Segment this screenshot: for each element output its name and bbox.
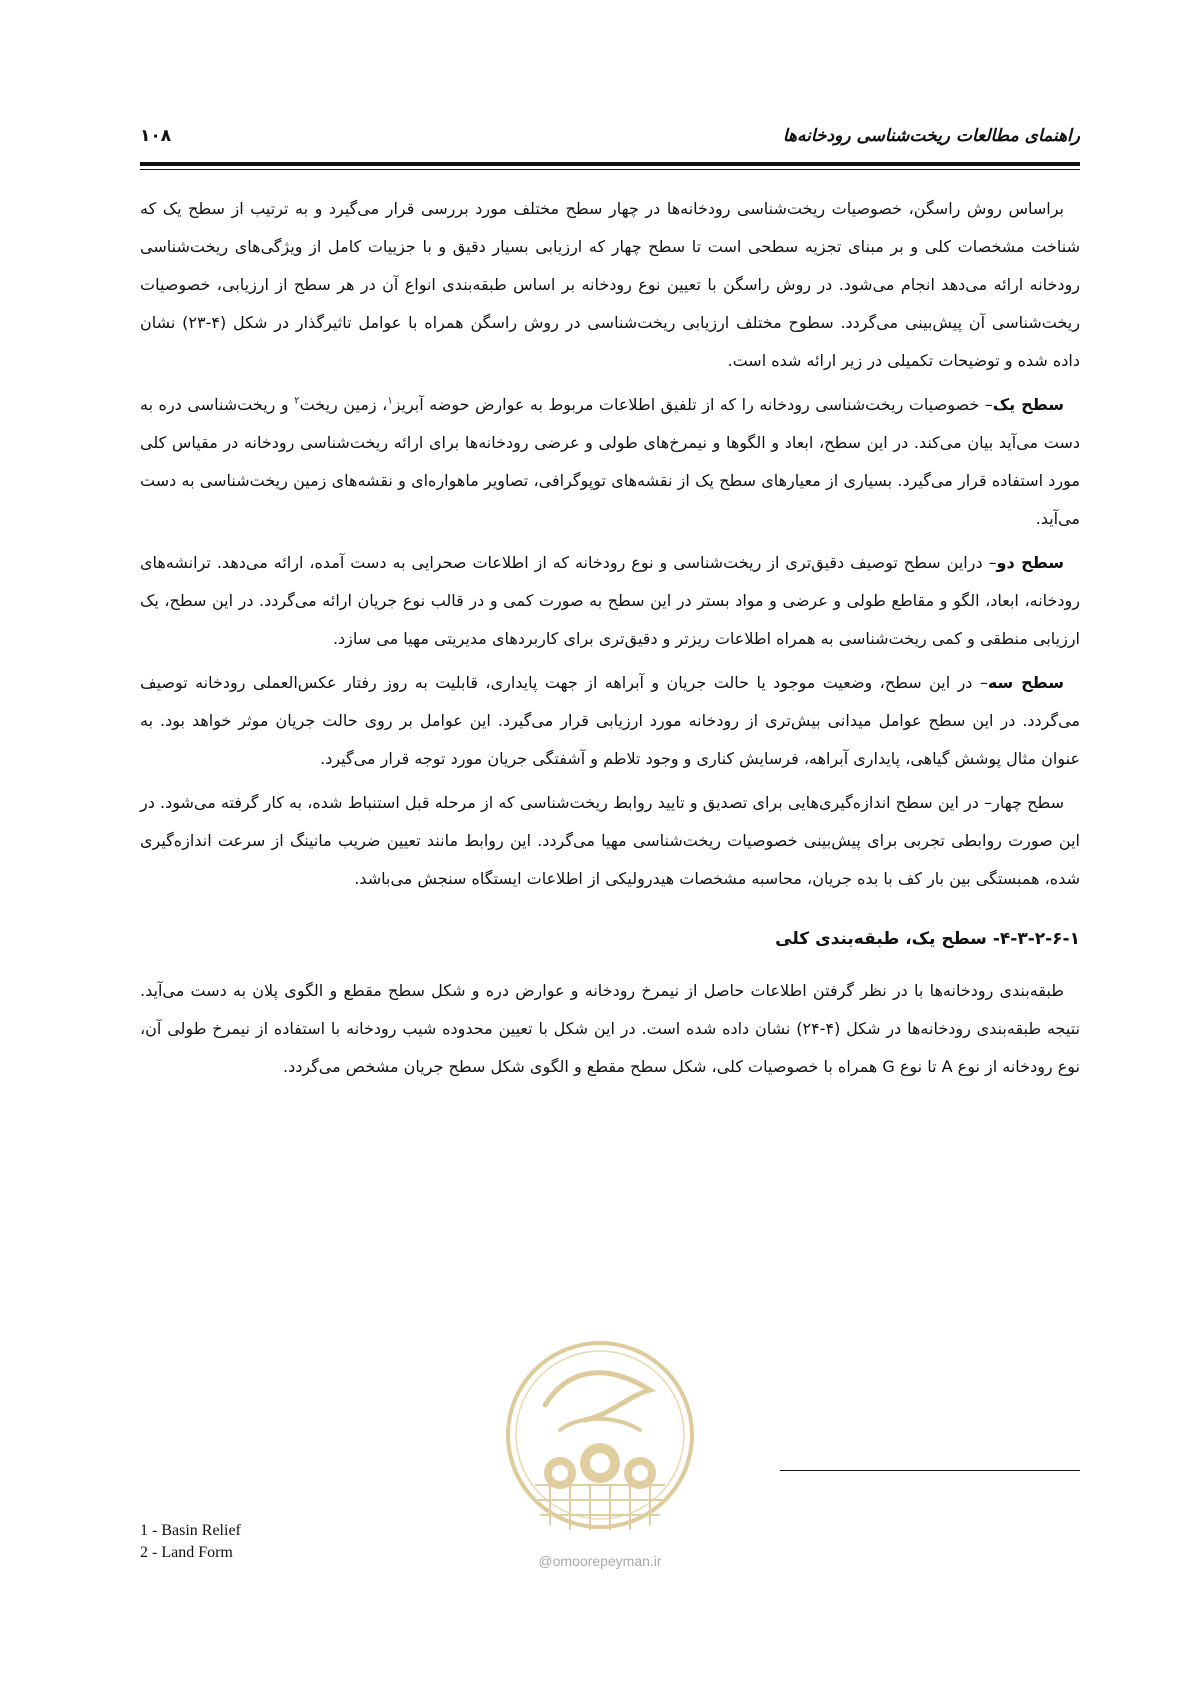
level-one-text-a: – خصوصیات ریخت‌شناسی رودخانه را که از تلفیق اطلاعات مربوط به عوارض حوضه آبریز [392,395,993,414]
paragraph-level-two [140,544,1080,658]
header-rule [140,162,1080,166]
footnotes [140,1520,241,1564]
level-one-text-b: ، زمین ریخت [299,395,388,414]
header-rule-thin [140,169,1080,170]
running-title: راهنمای مطالعات ریخت‌شناسی رودخانه‌ها [782,126,1080,146]
watermark-url: @omoorepeyman.ir [538,1553,662,1569]
level-three-text: – در این سطح، وضعیت موجود یا حالت جریان و آبراهه از جهت پایداری، قابلیت به روز رفتار عکس‌العملی رودخانه توصیف می‌گردد. در این سطح عوامل میدانی بیش‌تری از رودخانه مورد ارزیابی قرار می‌گیرد. این عوامل بر روی حالت جریان موثر خواهد بود. به عنوان مثال پوشش گیاهی، پایداری آبراهه، فرسایش کناری و وجود تلاطم و آشفتگی جریان مورد توجه قرار می‌گیرد. [140,673,1080,768]
paragraph-intro: براساس روش راسگن، خصوصیات ریخت‌شناسی رودخانه‌ها در چهار سطح مختلف مورد بررسی قرار می‌گیرد و به ترتیب از سطح یک که شناخت مشخصات کلی و بر مبنای تجزیه سطحی است تا سطح چهار که ارزیابی بسیار دقیق و با جزییات کامل از ویژگی‌های ریخت‌شناسی رودخانه ارائه می‌دهد انجام می‌شود. در روش راسگن با تعیین نوع رودخانه بر اساس طبقه‌بندی انواع آن در هر سطح از ارزیابی، خصوصیات ریخت‌شناسی آن پیش‌بینی می‌گردد. سطوح مختلف ارزیابی ریخت‌شناسی در روش راسگن همراه با عوامل تاثیرگذار در شکل (۴-۲۳) نشان داده شده و توضیحات تکمیلی در زیر ارائه شده است. [140,199,1080,370]
level-two-text: – دراین سطح توصیف دقیق‌تری از ریخت‌شناسی و نوع رودخانه که از اطلاعات صحرایی به دست آمده، ارائه می‌دهد. ترانشه‌های رودخانه، ابعاد، الگو و مقاطع طولی و عرضی و مواد بستر در این سطح به صورت کمی و در قالب نوع جریان ارائه می‌گردد. در این سطح، یک ارزیابی منطقی و کمی ریخت‌شناسی به همراه اطلاعات ریزتر و دقیق‌تری برای کاربردهای مدیریتی مهیا می سازد. [140,553,1080,648]
level-three-label: سطح سه [987,673,1065,692]
paragraph-level-three [140,664,1080,778]
footnote-ref-2[interactable]: ۲ [294,395,300,407]
paragraph-level-four: سطح چهار– در این سطح اندازه‌گیری‌هایی برای تصدیق و تایید روابط ریخت‌شناسی که از مرحله قبل استنباط شده، به کار گرفته می‌شود. در این صورت روابطی تجربی برای پیش‌بینی خصوصیات ریخت‌شناسی مهیا می‌گردد. این روابط مانند تعیین ضریب مانینگ از سرعت اندازه‌گیری شده، همبستگی بین بار کف با بده جریان، محاسبه مشخصات هیدرولیکی از اطلاعات ایستگاه سنجش می‌باشد. [140,793,1080,888]
footnote-separator [780,1470,1080,1471]
level-two-label: سطح دو [996,553,1065,572]
level-one-text-c: و ریخت‌شناسی دره به دست می‌آید بیان می‌کند. در این سطح، ابعاد و الگوها و نیمرخ‌های طولی و عرضی رودخانه‌ها برای ارائه ریخت‌شناسی رودخانه در مقیاس کلی مورد استفاده قرار می‌گیرد. بسیاری از معیارهای سطح یک از نقشه‌های توپوگرافی، تصاویر ماهواره‌ای و نقشه‌های زمین ریخت‌شناسی به دست می‌آید. [140,395,1080,528]
paragraph-level-one [140,386,1080,538]
section-heading: ۴-۳-۲-۶-۱- سطح یک، طبقه‌بندی کلی [775,929,1080,949]
paragraph-classification: طبقه‌بندی رودخانه‌ها با در نظر گرفتن اطلاعات حاصل از نیمرخ رودخانه و عوارض دره و شکل سطح مقطع و الگوی پلان به دست می‌آید. نتیجه طبقه‌بندی رودخانه‌ها در شکل (۴-۲۴) نشان داده شده است. در این شکل با تعیین محدوده شیب رودخانه با استفاده از نیمرخ طولی آن، نوع رودخانه از نوع A تا نوع G همراه با خصوصیات کلی، شکل سطح مقطع و الگوی شکل سطح جریان مشخص می‌گردد. [140,981,1080,1076]
footnote-2: 2 - Land Form [140,1544,233,1561]
footnote-ref-1[interactable]: ۱ [387,395,393,407]
footnote-1: 1 - Basin Relief [140,1522,241,1539]
watermark-logo-icon [490,1335,710,1550]
body-text [140,190,1080,1092]
watermark [490,1335,710,1575]
page-number: ۱۰۸ [140,126,172,146]
page-header [140,118,1080,158]
level-one-label: سطح یک [992,395,1065,414]
